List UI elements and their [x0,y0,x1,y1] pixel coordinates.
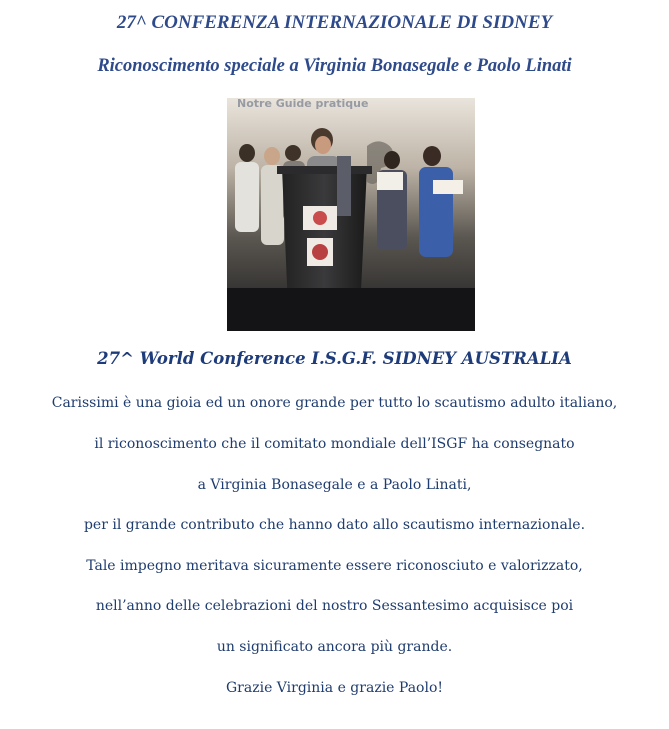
article-line-7: un significato ancora più grande. [216,639,453,655]
article-heading: 27^ World Conference I.S.G.F. SIDNEY AUSTRALIA [97,349,572,368]
article-line-8: Grazie Virginia e grazie Paolo! [226,680,443,696]
article-line-3: a Virginia Bonasegale e a Paolo Linati, [197,477,472,493]
article-line-6: nell’anno delle celebrazioni del nostro Sessantesimo acquisisce poi [95,598,574,614]
article-line-1: Carissimi è una gioia ed un onore grande per tutto lo scautismo adulto italiano, [51,395,618,411]
page-subtitle: Riconoscimento speciale a Virginia Bonasegale e Paolo Linati [97,56,572,76]
article-line-4: per il grande contributo che hanno dato allo scautismo internazionale. [83,517,586,533]
page-title: 27^ CONFERENZA INTERNAZIONALE DI SIDNEY [116,12,553,33]
photo-banner-text: Notre Guide pratique [237,98,369,110]
article-line-5: Tale impegno meritava sicuramente essere riconosciuto e valorizzato, [86,558,583,574]
article-line-2: il riconoscimento che il comitato mondiale dell’ISGF ha consegnato [94,436,575,452]
ceremony-photo [227,98,475,331]
